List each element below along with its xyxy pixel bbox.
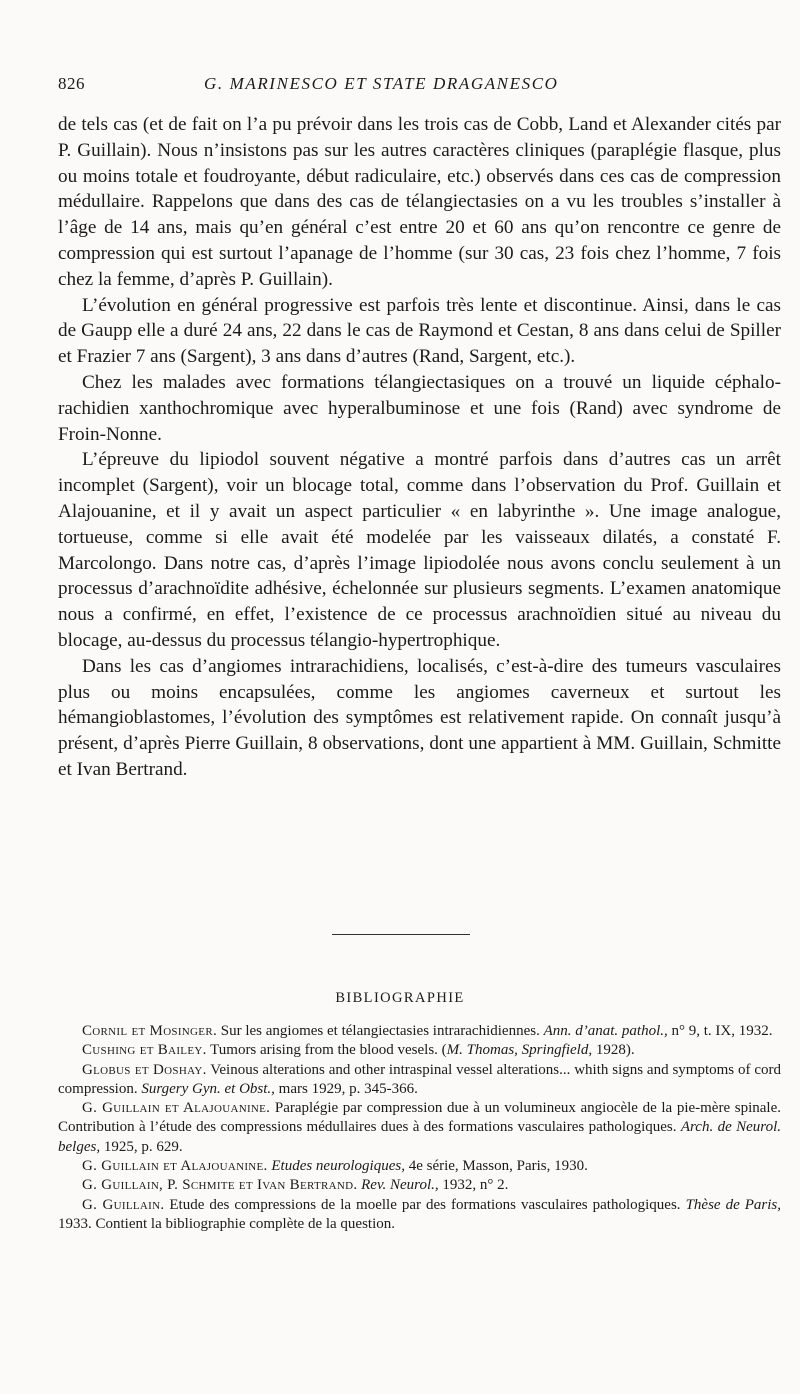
- reference-item: [58, 1061, 781, 1100]
- reference-journal: Rev. Neurol.,: [361, 1177, 439, 1194]
- reference-authors: Cushing et Bailey.: [82, 1042, 207, 1059]
- reference-rest: mars 1929, p. 345-366.: [274, 1080, 418, 1097]
- reference-text: Tumors arising from the blood vesels. (: [206, 1042, 447, 1059]
- body-text: [58, 112, 781, 783]
- reference-authors: G. Guillain et Alajouanine.: [82, 1158, 268, 1175]
- paragraph: L’épreuve du lipiodol souvent négative a montré parfois dans d’autres cas un arrêt incomplet (Sargent), voir un blocage total, comme dans l’observation du Prof. Guillain et Alajouanine, et il y avait un aspect particulier « en labyrinthe ». Une image analogue, tortueuse, comme si elle avait été modelée par les vaisseaux dilatés, a constaté F. Marcolongo. Dans notre cas, d’après l’image lipiodolée nous avons conclu seulement à un processus d’arachnoïdite adhésive, échelonnée sur plusieurs segments. L’examen anatomique nous a confirmé, en effet, l’existence de ce processus arachnoïdien situé au niveau du blocage, au-dessus du processus télangio-hypertrophique.: [58, 449, 781, 651]
- reference-journal: Etudes neurologiques,: [271, 1158, 405, 1175]
- page-number: 826: [58, 74, 85, 93]
- reference-rest: 1925, p. 629.: [100, 1138, 183, 1155]
- paragraph: Chez les malades avec formations télangiectasiques on a trouvé un liquide céphalo-rachidien xanthochromique avec hyperalbuminose et une fois (Rand) avec syndrome de Froin-Nonne.: [58, 371, 781, 445]
- reference-authors: Globus et Doshay.: [82, 1061, 207, 1078]
- reference-text: Paraplégie par compression due à un volumineux angiocèle de la pie-mère spinale. Contribution à l’étude des compressions médullaires dues à des formations vasculaires pathologiques.: [58, 1100, 781, 1136]
- running-title: G. MARINESCO ET STATE DRAGANESCO: [204, 74, 559, 93]
- reference-rest: 1928).: [592, 1042, 635, 1059]
- reference-journal: Thèse de Paris,: [685, 1196, 781, 1213]
- paragraph: Dans les cas d’angiomes intrarachidiens, localisés, c’est-à-dire des tumeurs vasculaires plus ou moins encapsulées, comme les angiomes caverneux et surtout les hémangioblastomes, l’évolution des symptômes est relativement rapide. On connaît jusqu’à présent, d’après Pierre Guillain, 8 observations, dont une appartient à MM. Guillain, Schmitte et Ivan Bertrand.: [58, 655, 781, 780]
- reference-item: [58, 1041, 781, 1060]
- reference-item: [58, 1099, 781, 1157]
- reference-authors: G. Guillain, P. Schmite et Ivan Bertrand.: [82, 1177, 358, 1194]
- section-divider: [332, 934, 470, 935]
- reference-authors: G. Guillain.: [82, 1196, 165, 1213]
- reference-rest: 1932, n° 2.: [438, 1177, 509, 1194]
- paragraph: L’évolution en général progressive est parfois très lente et discontinue. Ainsi, dans le cas de Gaupp elle a duré 24 ans, 22 dans le cas de Raymond et Cestan, 8 ans dans celui de Spiller et Frazier 7 ans (Sargent), 3 ans dans d’autres (Rand, Sargent, etc.).: [58, 294, 781, 368]
- paragraph: de tels cas (et de fait on l’a pu prévoir dans les trois cas de Cobb, Land et Alexander cités par P. Guillain). Nous n’insistons pas sur les autres caractères cliniques (paraplégie flasque, plus ou moins totale et foudroyante, début radiculaire, etc.) observés dans ces cas de compression médullaire. Rappelons que dans des cas de télangiectasies on a vu les troubles s’installer à l’âge de 14 ans, mais qu’en général c’est entre 20 et 60 ans qu’on rencontre ce genre de compression qui est surtout l’apanage de l’homme (sur 30 cas, 23 fois chez l’homme, 7 fois chez la femme, d’après P. Guillain).: [58, 114, 781, 290]
- reference-authors: Cornil et Mosinger.: [82, 1023, 218, 1039]
- reference-text: Etude des compressions de la moelle par des formations vasculaires pathologiques.: [164, 1196, 686, 1213]
- reference-text: Veinous alterations and other intraspinal vessel alterations... whith signs and symptoms of cord compression.: [58, 1061, 781, 1097]
- running-header: [58, 74, 758, 98]
- reference-item: [58, 1176, 781, 1195]
- reference-rest: 1933. Contient la bibliographie complète de la question.: [58, 1215, 396, 1232]
- reference-rest: n° 9, t. IX, 1932.: [667, 1023, 773, 1039]
- reference-journal: M. Thomas, Springfield,: [446, 1042, 593, 1059]
- reference-item: [58, 1022, 781, 1041]
- reference-journal: Ann. d’anat. pathol.,: [543, 1023, 668, 1039]
- reference-rest: 4e série, Masson, Paris, 1930.: [404, 1158, 588, 1175]
- reference-authors: G. Guillain et Alajouanine.: [82, 1100, 271, 1117]
- reference-item: [58, 1157, 781, 1176]
- reference-text: Sur les angiomes et télangiectasies intrarachidiennes.: [217, 1023, 544, 1039]
- bibliography-list: [58, 1022, 781, 1234]
- reference-journal: Arch. de Neurol. belges,: [58, 1119, 781, 1155]
- bibliography-title: BIBLIOGRAPHIE: [335, 990, 465, 1006]
- reference-item: [58, 1196, 781, 1235]
- reference-journal: Surgery Gyn. et Obst.,: [141, 1080, 275, 1097]
